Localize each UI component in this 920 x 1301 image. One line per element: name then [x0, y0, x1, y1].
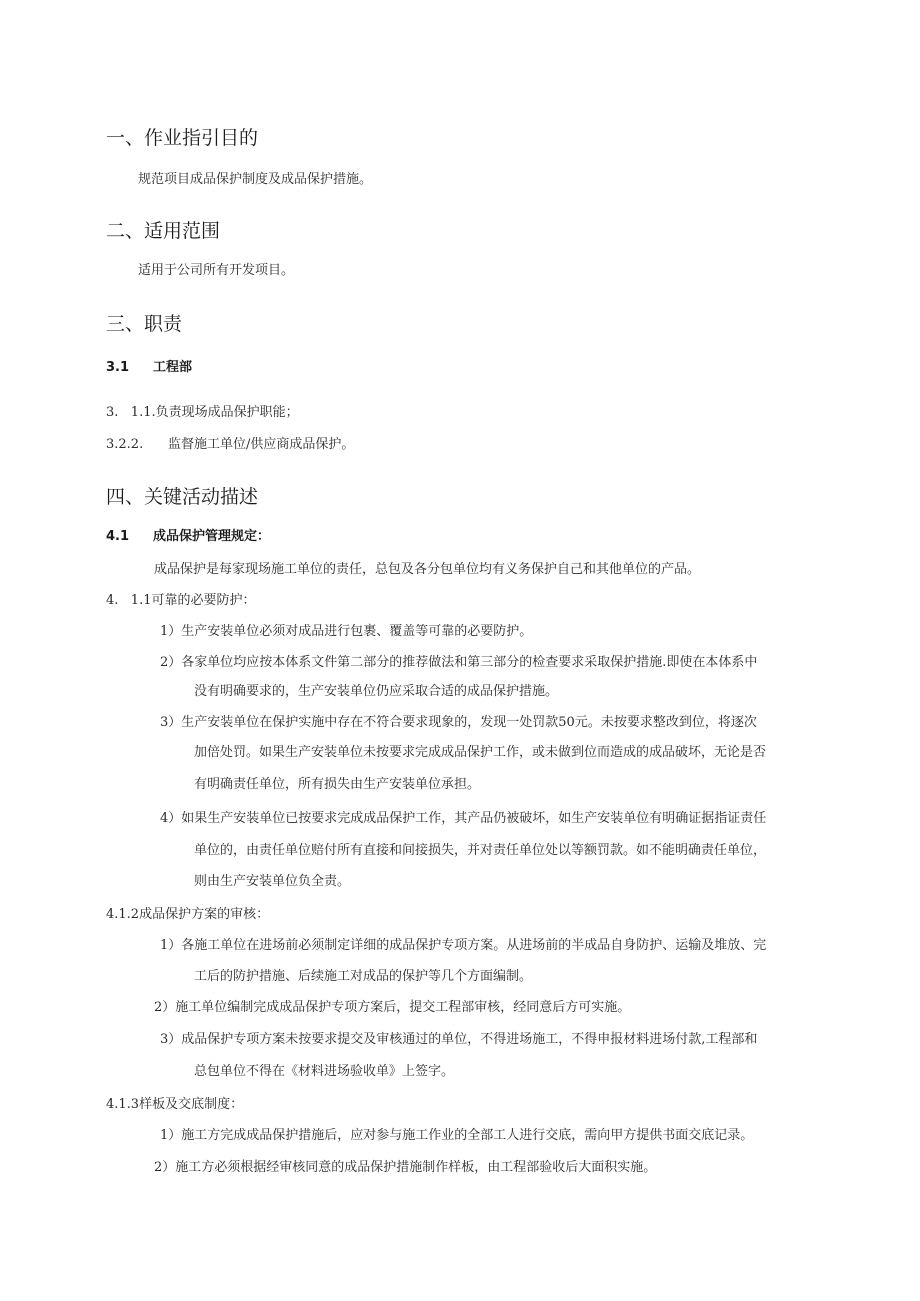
- section-2-heading: 二、适用范围: [106, 220, 221, 242]
- section-1-body: 规范项目成品保护制度及成品保护措施。: [138, 172, 373, 187]
- clause-4-1-1-item-3-line-3: 有明确责任单位，所有损失由生产安装单位承担。: [194, 777, 481, 792]
- clause-4-1-2-item-1-line-2: 工后的防护措施、后续施工对成品的保护等几个方面编制。: [194, 969, 533, 984]
- section-1-heading: 一、作业指引目的: [106, 127, 259, 149]
- duty-item-1: 3. 1.1.负责现场成品保护职能；: [106, 405, 299, 420]
- subsection-4-1-heading: [106, 528, 270, 546]
- clause-4-1-2-item-3-line-2: 总包单位不得在《材料进场验收单》上签字。: [194, 1064, 455, 1079]
- subsection-3-1-number: 3.1: [106, 360, 130, 375]
- clause-4-1-1-item-1: 1）生产安装单位必须对成品进行包裹、覆盖等可靠的必要防护。: [160, 624, 533, 639]
- clause-4-1-1-title: 4. 1.1可靠的必要防护：: [106, 593, 256, 608]
- clause-4-1-2-item-1-line-1: 1）各施工单位在进场前必须制定详细的成品保护专项方案。从进场前的半成品自身防护、运输及堆放、完: [160, 938, 767, 953]
- clause-4-1-1-item-2-line-2: 没有明确要求的，生产安装单位仍应采取合适的成品保护措施。: [194, 684, 559, 699]
- section-3-heading: 三、职责: [106, 313, 183, 335]
- clause-4-1-1-item-4-line-2: 单位的，由责任单位赔付所有直接和间接损失，并对责任单位处以等额罚款。如不能明确责任单位，: [194, 843, 767, 858]
- subsection-4-1-title: 成品保护管理规定：: [153, 529, 271, 544]
- clause-4-1-1-item-4-line-3: 则由生产安装单位负全责。: [194, 874, 351, 889]
- clause-4-1-2-item-3-line-1: 3）成品保护专项方案未按要求提交及审核通过的单位，不得进场施工，不得申报材料进场付款,工程部和: [160, 1032, 758, 1047]
- subsection-3-1-heading: [106, 359, 192, 377]
- clause-4-1-3-title: 4.1.3样板及交底制度：: [106, 1097, 244, 1112]
- section-4-intro: 成品保护是每家现场施工单位的责任，总包及各分包单位均有义务保护自己和其他单位的产品。: [154, 562, 701, 577]
- clause-4-1-3-item-2: 2）施工方必须根据经审核同意的成品保护措施制作样板，由工程部验收后大面积实施。: [154, 1160, 657, 1175]
- clause-4-1-3-item-1: 1）施工方完成成品保护措施后，应对参与施工作业的全部工人进行交底，需向甲方提供书面交底记录。: [160, 1128, 754, 1143]
- clause-4-1-1-item-3-line-2: 加倍处罚。如果生产安装单位未按要求完成成品保护工作，或未做到位而造成的成品破坏，无论是否: [194, 745, 767, 760]
- section-2-body: 适用于公司所有开发项目。: [138, 263, 295, 278]
- clause-4-1-2-title: 4.1.2成品保护方案的审核：: [106, 907, 270, 922]
- clause-4-1-1-item-3-line-1: 3）生产安装单位在保护实施中存在不符合要求现象的，发现一处罚款50元。未按要求整改到位，将逐次: [160, 715, 757, 730]
- clause-4-1-1-item-4-line-1: 4）如果生产安装单位已按要求完成成品保护工作，其产品仍被破坏，如生产安装单位有明确证据指证责任: [160, 811, 767, 826]
- clause-4-1-1-item-2-line-1: 2）各家单位均应按本体系文件第二部分的推荐做法和第三部分的检查要求采取保护措施.即使在本体系中: [160, 655, 758, 670]
- duty-item-2: 3.2.2. 监督施工单位/供应商成品保护。: [106, 437, 355, 452]
- subsection-4-1-number: 4.1: [106, 529, 130, 544]
- subsection-3-1-title: 工程部: [153, 360, 193, 375]
- section-4-heading: 四、关键活动描述: [106, 486, 259, 508]
- clause-4-1-2-item-2: 2）施工单位编制完成成品保护专项方案后，提交工程部审核，经同意后方可实施。: [154, 1000, 631, 1015]
